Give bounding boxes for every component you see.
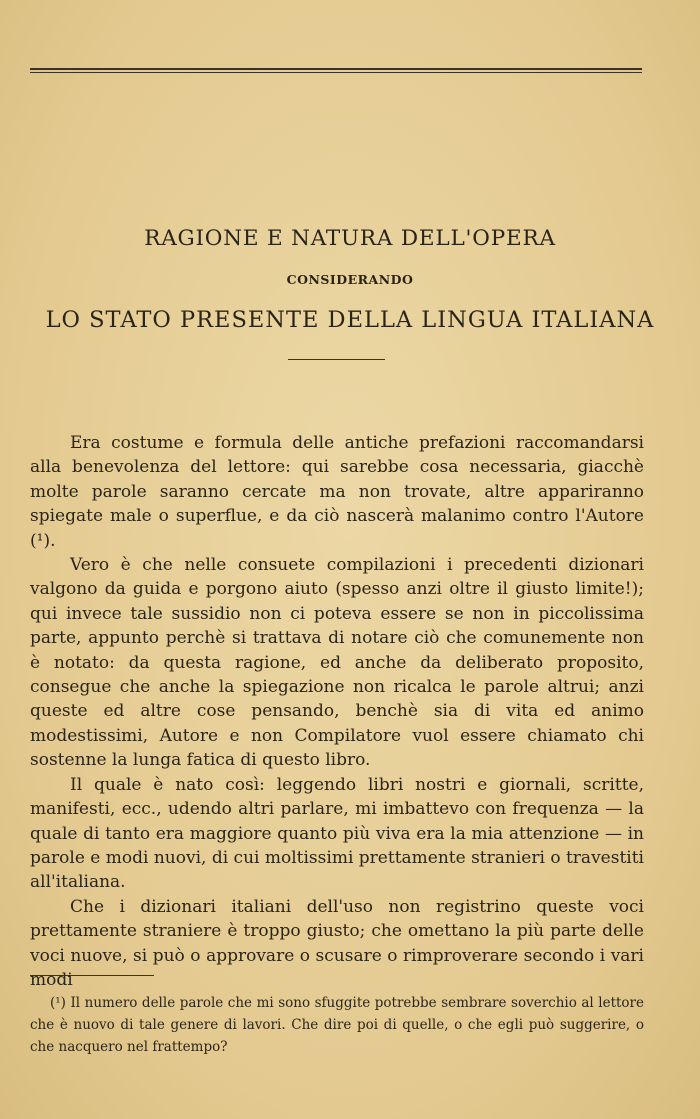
top-rule [30,68,642,73]
paragraph: Il quale è nato così: leggendo libri nostri e giornali, scritte, manifesti, ecc., udendo altri parlare, mi imbattevo con frequenza — la quale di tanto era maggiore quanto più viva era la mia attenzione — in parole e modi nuovi, di cui moltissimi prettamente stranieri o travestiti all'italiana. [30,774,644,893]
title-divider [288,359,385,360]
page-title: RAGIONE E NATURA DELL'OPERA [144,226,556,251]
footnote-rule [30,975,154,976]
footnote: (¹) Il numero delle parole che mi sono sfuggite potrebbe sembrare soverchio al lettore che è nuovo di tale genere di lavori. Che dire poi di quelle, o che egli può suggerire, o che nacquero nel frattempo? [30,995,644,1055]
page-subtitle: CONSIDERANDO [286,272,414,287]
paragraph: Vero è che nelle consuete compilazioni i precedenti dizionari valgono da guida e porgono aiuto (spesso anzi oltre il giusto limite!); qui invece tale sussidio non ci poteva essere se non in piccolissima parte, appunto perchè si trattava di notare ciò che comunemente non è notato: da questa ragione, ed anche da deliberato proposito, consegue che anche la spiegazione non ricalca le parole altrui; anzi queste ed altre cose pensando, benchè sia di vita ed animo modestissimi, Autore e non Compilatore vuol essere chiamato chi sostenne la lunga fatica di questo libro. [30,555,644,771]
paragraph: Era costume e formula delle antiche prefazioni raccomandarsi alla benevolenza del lettore: qui sarebbe cosa necessaria, giacchè molte parole saranno cercate ma non trovate, altre appariranno spiegate male o superflue, e da ciò nascerà malanimo contro l'Autore (¹). [30,433,644,551]
paragraph: Che i dizionari italiani dell'uso non registrino queste voci prettamente straniere è troppo giusto; che omettano la più parte delle voci nuove, si può o approvare o scusare o rimproverare secondo i vari modi [30,896,644,990]
page-title-secondary: LO STATO PRESENTE DELLA LINGUA ITALIANA [45,307,655,333]
body-text [30,431,644,992]
